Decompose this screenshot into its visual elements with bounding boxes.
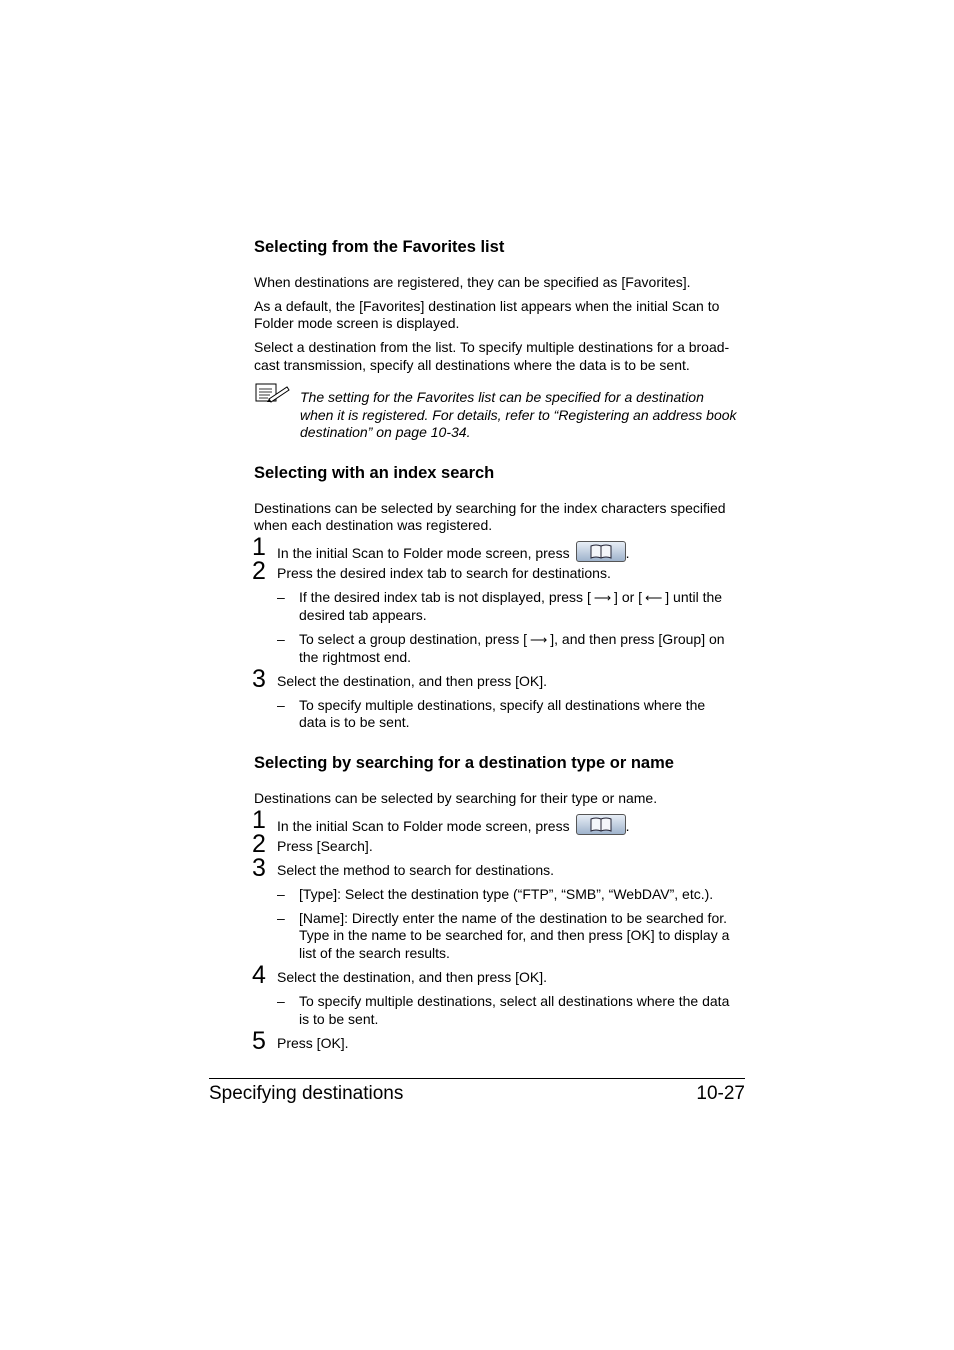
sub-item-text: ] until the bbox=[665, 589, 723, 605]
list-dash: – bbox=[277, 697, 285, 713]
paragraph-line: when each destination was registered. bbox=[254, 517, 493, 533]
paragraph: When destinations are registered, they can be specified as [Favorites]. bbox=[254, 274, 691, 290]
arrow-right-icon: ⟶ bbox=[530, 633, 548, 647]
step-text bbox=[277, 814, 629, 836]
footer-title: Specifying destinations bbox=[209, 1083, 404, 1104]
memo-pencil-icon bbox=[255, 382, 291, 409]
step-text bbox=[277, 541, 629, 563]
address-book-icon bbox=[576, 814, 626, 835]
sub-item-line: [Name]: Directly enter the name of the destination to be searched for. bbox=[299, 910, 728, 926]
footer-rule bbox=[209, 1078, 745, 1079]
step-text-main: In the initial Scan to Folder mode screen, press bbox=[277, 545, 570, 561]
sub-item-line: is to be sent. bbox=[299, 1011, 379, 1027]
paragraph-line: Select a destination from the list. To specify multiple destinations for a broad- bbox=[254, 339, 730, 355]
note-line: destination” on page 10-34. bbox=[300, 424, 471, 440]
step-text-main: In the initial Scan to Folder mode screen, press bbox=[277, 818, 570, 834]
step-text-end: . bbox=[625, 545, 630, 561]
paragraph-line: cast transmission, specify all destinations where the data is to be sent. bbox=[254, 357, 690, 373]
section-heading-favorites: Selecting from the Favorites list bbox=[254, 238, 505, 256]
sub-item-text: ] or [ bbox=[614, 589, 643, 605]
list-dash: – bbox=[277, 993, 285, 1009]
note-line: The setting for the Favorites list can be specified for a destination bbox=[300, 389, 704, 405]
section-heading-type-name: Selecting by searching for a destination type or name bbox=[254, 754, 674, 772]
step-number: 3 bbox=[252, 854, 266, 882]
sub-item-text: ], and then press [Group] on bbox=[550, 631, 725, 647]
paragraph-line: As a default, the [Favorites] destination list appears when the initial Scan to bbox=[254, 298, 720, 314]
sub-item-line: Type in the name to be searched for, and then press [OK] to display a bbox=[299, 927, 730, 943]
address-book-icon bbox=[576, 541, 626, 562]
step-text: Press [OK]. bbox=[277, 1035, 349, 1051]
sub-item-line: To specify multiple destinations, select all destinations where the data bbox=[299, 993, 730, 1009]
list-dash: – bbox=[277, 589, 285, 605]
sub-item-line: the rightmost end. bbox=[299, 649, 412, 665]
section-heading-index-search: Selecting with an index search bbox=[254, 464, 495, 482]
sub-item-line: data is to be sent. bbox=[299, 714, 410, 730]
step-number: 2 bbox=[252, 830, 266, 858]
sub-item-line: desired tab appears. bbox=[299, 607, 427, 623]
sub-item-line: [Type]: Select the destination type (“FTP”, “SMB”, “WebDAV”, etc.). bbox=[299, 886, 714, 902]
note-line: when it is registered. For details, refer to “Registering an address book bbox=[300, 407, 737, 423]
sub-item bbox=[299, 631, 746, 650]
step-text: Press the desired index tab to search for destinations. bbox=[277, 565, 611, 581]
arrow-left-icon: ⟵ bbox=[645, 591, 663, 605]
arrow-right-icon: ⟶ bbox=[593, 591, 612, 605]
step-text: Select the method to search for destinations. bbox=[277, 862, 555, 878]
sub-item-line: list of the search results. bbox=[299, 945, 450, 961]
page-number: 10-27 bbox=[696, 1083, 745, 1104]
step-number: 1 bbox=[252, 806, 266, 834]
list-dash: – bbox=[277, 886, 285, 902]
paragraph: Destinations can be selected by searching for their type or name. bbox=[254, 790, 658, 806]
step-number: 2 bbox=[252, 557, 266, 585]
step-text-end: . bbox=[625, 818, 630, 834]
list-dash: – bbox=[277, 910, 285, 926]
sub-item bbox=[299, 589, 746, 608]
step-text: Press [Search]. bbox=[277, 838, 373, 854]
sub-item-text: To select a group destination, press [ bbox=[299, 631, 528, 647]
step-text: Select the destination, and then press [OK]. bbox=[277, 673, 548, 689]
paragraph-line: Destinations can be selected by searching for the index characters specified bbox=[254, 500, 726, 516]
list-dash: – bbox=[277, 631, 285, 647]
paragraph-line: Folder mode screen is displayed. bbox=[254, 315, 460, 331]
step-text: Select the destination, and then press [OK]. bbox=[277, 969, 548, 985]
step-number: 5 bbox=[252, 1027, 266, 1055]
sub-item-text: If the desired index tab is not displayed, press [ bbox=[299, 589, 591, 605]
step-number: 3 bbox=[252, 665, 266, 693]
step-number: 4 bbox=[252, 961, 266, 989]
sub-item-line: To specify multiple destinations, specify all destinations where the bbox=[299, 697, 706, 713]
step-number: 1 bbox=[252, 533, 266, 561]
